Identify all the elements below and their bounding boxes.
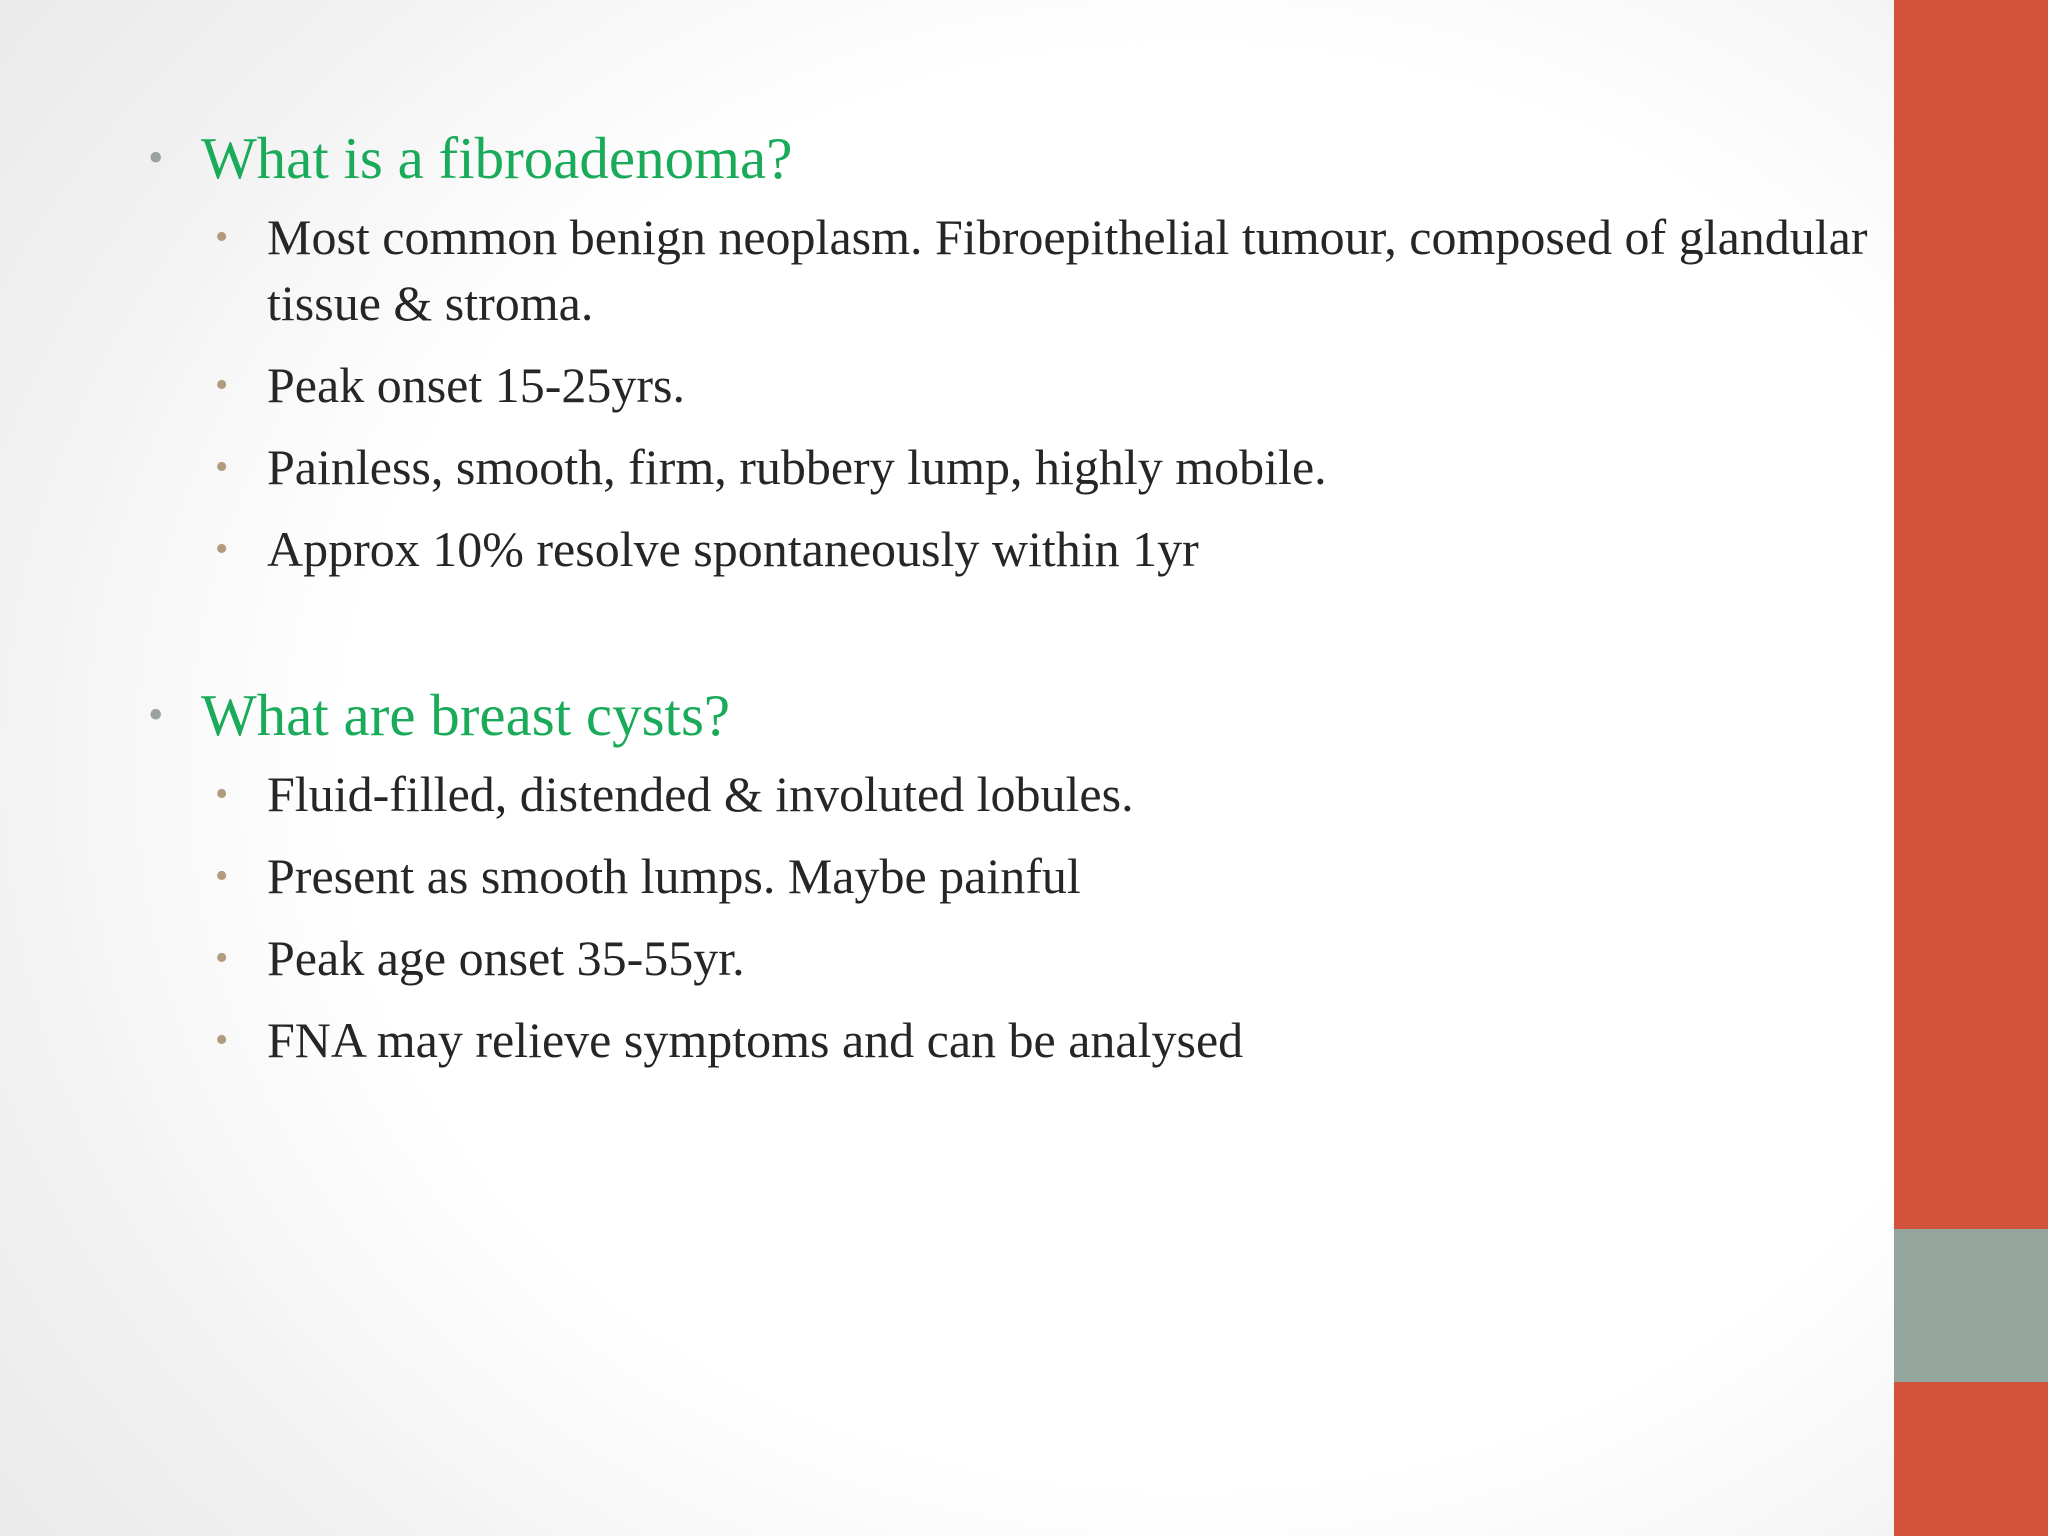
section-fibroadenoma <box>140 118 1880 582</box>
list-item <box>140 843 1880 909</box>
bullet-icon: • <box>148 133 164 182</box>
accent-bar-red-top <box>1894 0 2048 1229</box>
list-item-text: Fluid-filled, distended & involuted lobules. <box>267 766 1134 822</box>
bullet-icon: • <box>215 528 229 570</box>
list-item-text: Peak age onset 35-55yr. <box>267 930 745 986</box>
list-item <box>140 925 1880 991</box>
accent-bar-red-bottom <box>1894 1382 2048 1536</box>
accent-bar-gray <box>1894 1229 2048 1382</box>
bullet-icon: • <box>148 690 164 739</box>
bullet-icon: • <box>215 773 229 815</box>
bullet-icon: • <box>215 937 229 979</box>
list-item <box>140 516 1880 582</box>
bullet-icon: • <box>215 1019 229 1061</box>
bullet-list <box>140 761 1880 1073</box>
slide-content <box>140 118 1880 1089</box>
bullet-icon: • <box>215 446 229 488</box>
list-item <box>140 1007 1880 1073</box>
list-item <box>140 434 1880 500</box>
section-breast-cysts <box>140 675 1880 1073</box>
list-item <box>140 761 1880 827</box>
list-item-text: Painless, smooth, firm, rubbery lump, highly mobile. <box>267 439 1327 495</box>
heading-text: What is a fibroadenoma? <box>201 125 793 191</box>
list-item <box>140 352 1880 418</box>
list-item-text: Most common benign neoplasm. Fibroepithelial tumour, composed of glandular tissue & stroma. <box>267 209 1868 331</box>
list-item-text: FNA may relieve symptoms and can be analysed <box>267 1012 1244 1068</box>
list-item-text: Present as smooth lumps. Maybe painful <box>267 848 1081 904</box>
list-item-text: Approx 10% resolve spontaneously within 1yr <box>267 521 1199 577</box>
list-item <box>140 204 1880 336</box>
bullet-icon: • <box>215 216 229 258</box>
bullet-icon: • <box>215 364 229 406</box>
bullet-icon: • <box>215 855 229 897</box>
section-heading <box>140 118 1880 198</box>
list-item-text: Peak onset 15-25yrs. <box>267 357 685 413</box>
section-heading <box>140 675 1880 755</box>
bullet-list <box>140 204 1880 582</box>
heading-text: What are breast cysts? <box>201 682 731 748</box>
